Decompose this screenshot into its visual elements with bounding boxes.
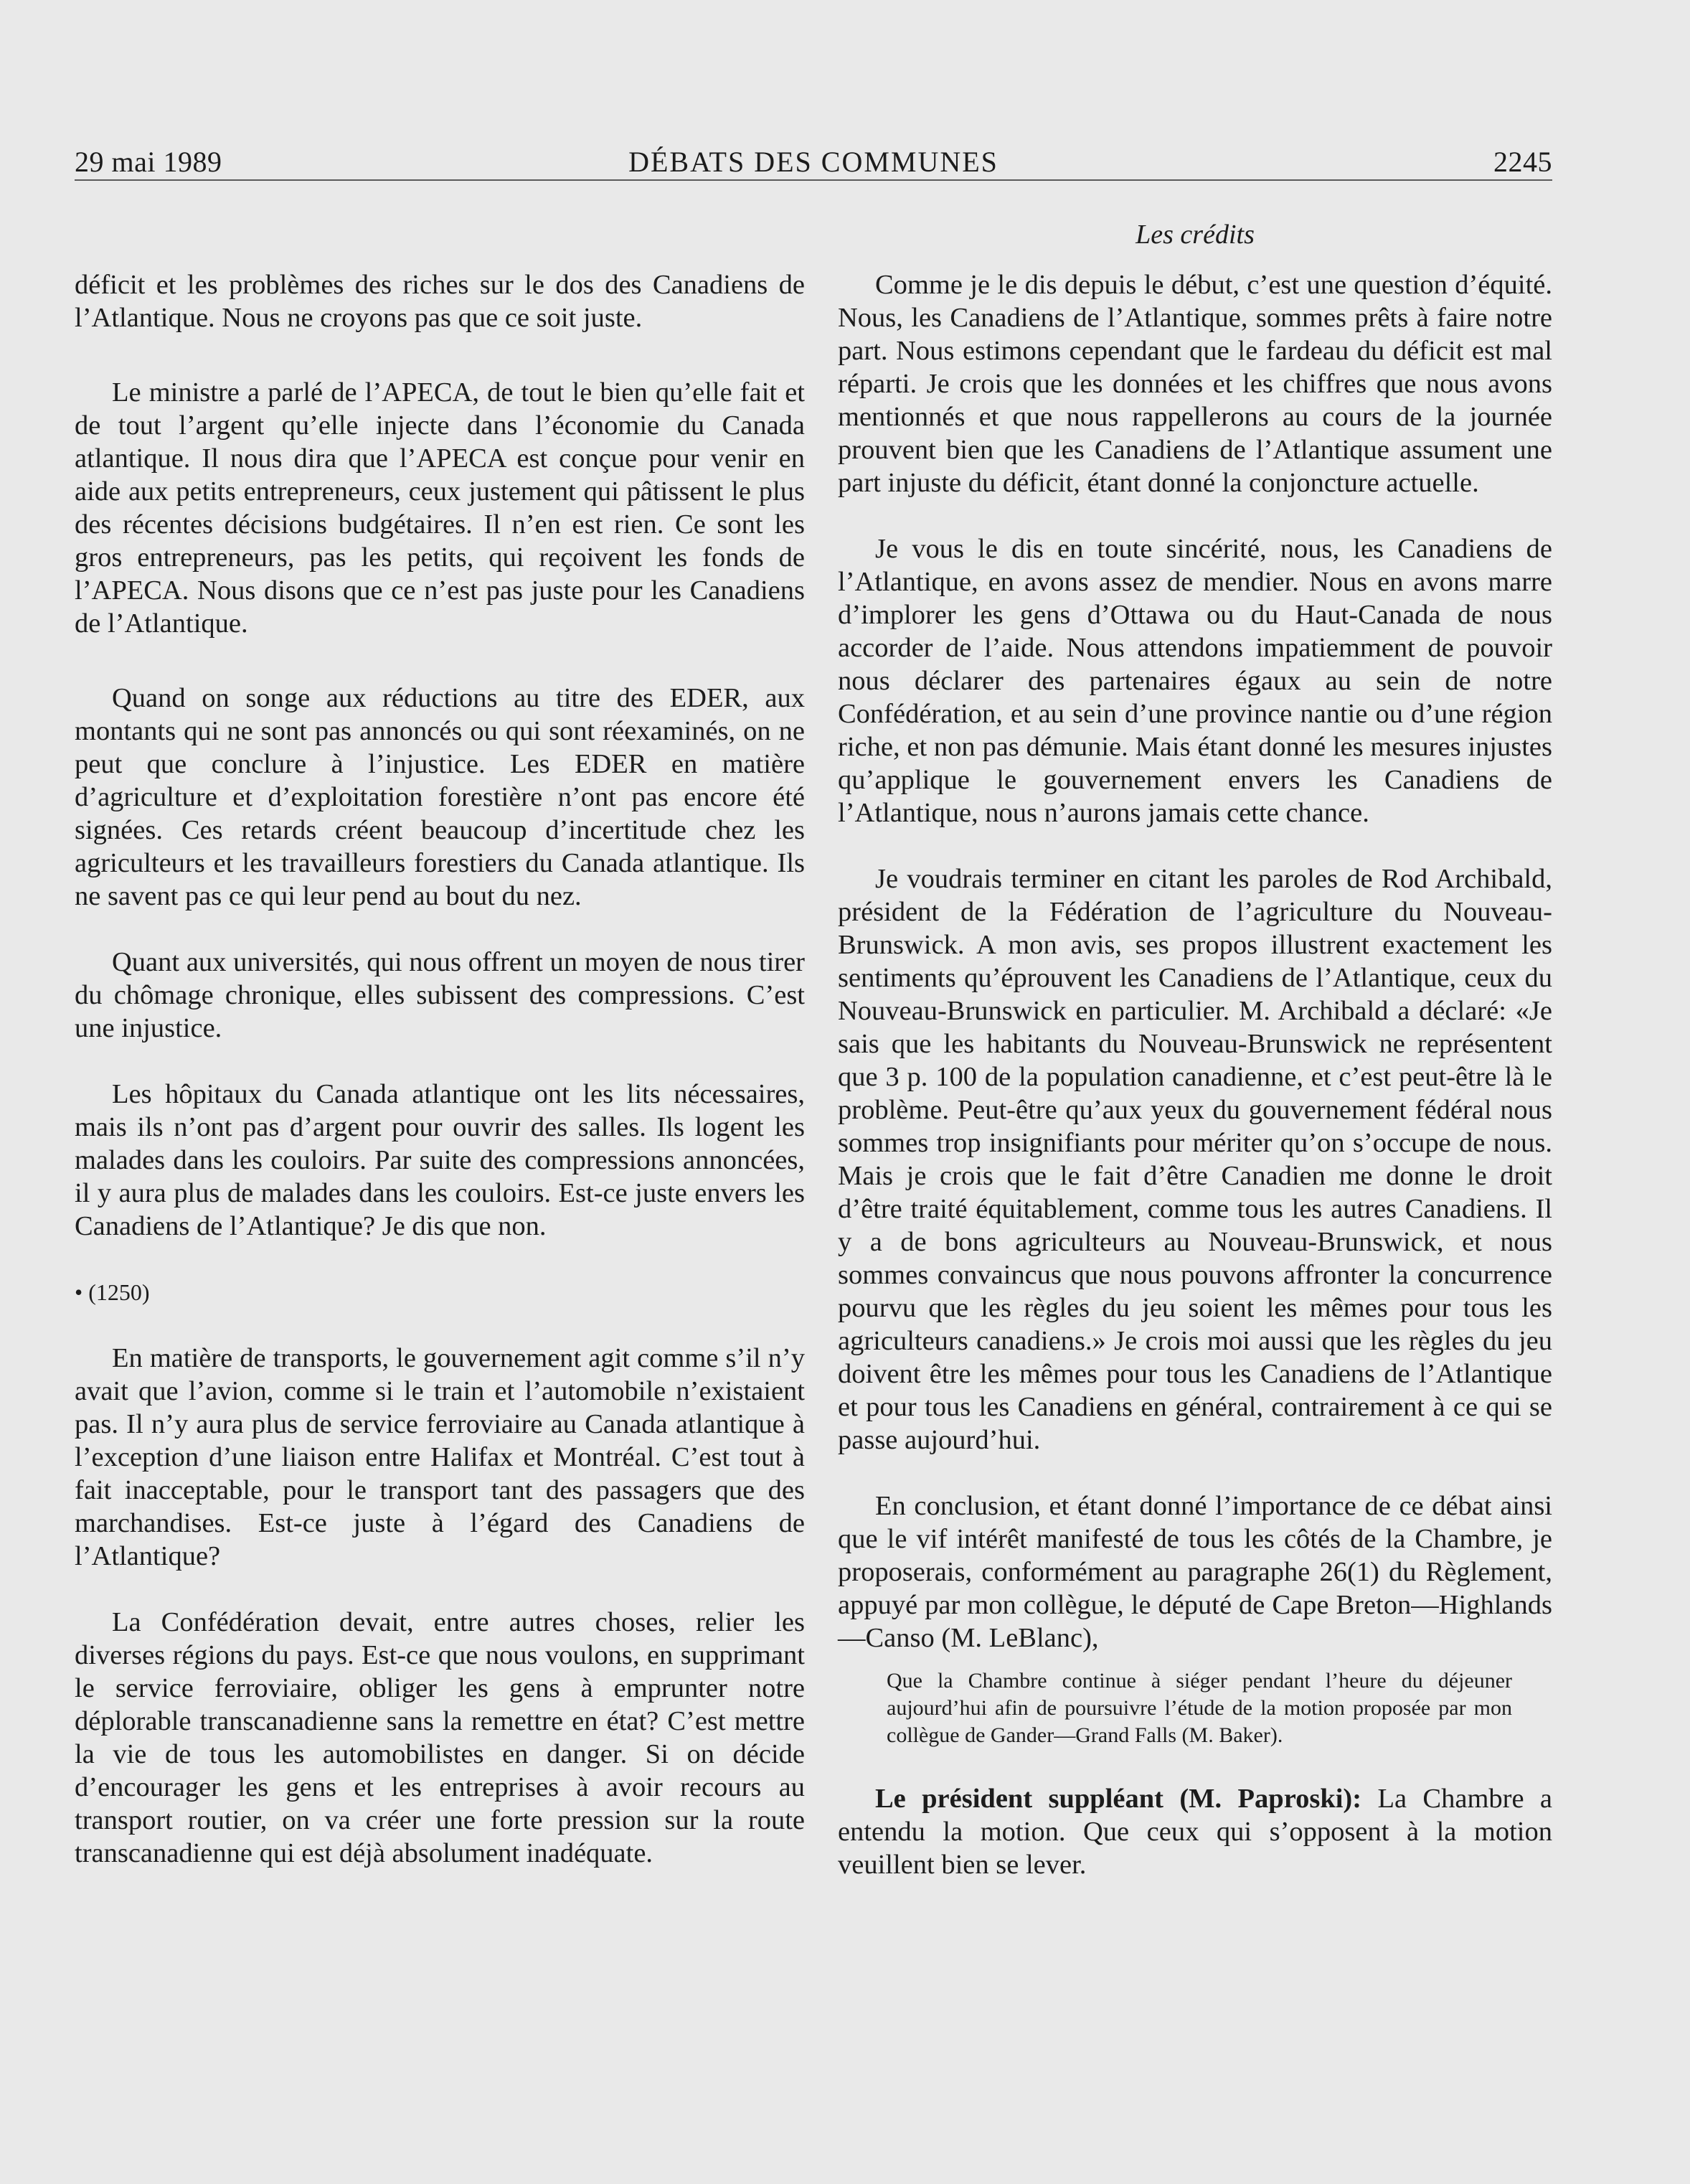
right-paragraph-1: Comme je le dis depuis le début, c’est une question d’équité. Nous, les Canadiens de l’Atlantique, sommes prêts à faire notre part. Nous estimons cependant que le fardeau du déficit est mal réparti. Je crois que les données et les chiffres que nous avons mentionnés et que nous rappellerons au cours de la journée prouvent bien que les Canadiens de l’Atlantique assument une part injuste du déficit, étant donné la conjoncture actuelle. [838, 270, 1552, 498]
left-paragraph-6: En matière de transports, le gouvernement agit comme s’il n’y avait que l’avion, comme si le train et l’automobile n’existaient pas. Il n’y aura plus de service ferroviaire au Canada atlantique à l’exception d’une liaison entre Halifax et Montréal. C’est tout à fait inacceptable, pour le transport tant des passagers que des marchandises. Est-ce juste à l’égard des Canadiens de l’Atlantique? [75, 1343, 805, 1571]
left-paragraph-3: Quand on songe aux réductions au titre des EDER, aux montants qui ne sont pas annoncés ou qui sont réexaminés, on ne peut que conclure à l’injustice. Les EDER en matière d’agriculture et d’exploitation forestière n’ont pas encore été signées. Ces retards créent beaucoup d’incertitude chez les agriculteurs et les travailleurs forestiers du Canada atlantique. Ils ne savent pas ce qui leur pend au bout du nez. [75, 683, 805, 911]
header-page-number: 2245 [1493, 146, 1552, 178]
page-header [75, 141, 1552, 184]
speaker-statement: La Chambre a entendu la motion. Que ceux qui s’opposent à la motion veuillent bien se lever. [838, 1784, 1553, 1880]
left-paragraph-5: Les hôpitaux du Canada atlantique ont les lits nécessaires, mais ils n’ont pas d’argent pour ouvrir des salles. Ils logent les malades dans les couloirs. Par suite des compressions annoncées, il y aura plus de malades dans les couloirs. Est-ce juste envers les Canadiens de l’Atlantique? Je dis que non. [75, 1079, 805, 1241]
speaker-name: Le président suppléant (M. Paproski): [875, 1784, 1362, 1814]
right-paragraph-3: Je voudrais terminer en citant les paroles de Rod Archibald, président de la Fédération de l’agriculture du Nouveau-Brunswick. A mon avis, ses propos illustrent exactement les sentiments qu’éprouvent les Canadiens de l’Atlantique, ceux du Nouveau-Brunswick en particulier. M. Archibald a déclaré: «Je sais que les habitants du Nouveau-Brunswick ne représentent que 3 p. 100 de la population canadienne, et c’est peut-être là le problème. Peut-être qu’aux yeux du gouvernement fédéral nous sommes trop insignifiants pour mériter qu’on s’occupe de nous. Mais je crois que le fait d’être Canadien me donne le droit d’être traité équitablement, comme tous les autres Canadiens. Il y a de bons agriculteurs au Nouveau-Brunswick, et nous sommes convaincus que nous pouvons affronter la concurrence pourvu que les règles du jeu soient les mêmes pour tous les agriculteurs canadiens.» Je crois moi aussi que les règles du jeu doivent être les mêmes pour tous les Canadiens de l’Atlantique et pour tous les Canadiens en général, contrairement à ce qui se passe aujourd’hui. [838, 864, 1552, 1455]
time-marker: • (1250) [75, 1279, 150, 1305]
right-paragraph-2: Je vous le dis en toute sincérité, nous, les Canadiens de l’Atlantique, en avons assez de mendier. Nous en avons marre d’implorer les gens d’Ottawa ou du Haut-Canada de nous accorder de l’aide. Nous attendons impatiemment de pouvoir nous déclarer des partenaires égaux au sein de notre Confédération, et au sein d’une province nantie ou d’une région riche, et non pas démunie. Mais étant donné les mesures injustes qu’applique le gouvernement envers les Canadiens de l’Atlantique, nous n’aurons jamais cette chance. [838, 534, 1552, 828]
left-paragraph-2: Le ministre a parlé de l’APECA, de tout le bien qu’elle fait et de tout l’argent qu’elle injecte dans l’économie du Canada atlantique. Il nous dira que l’APECA est conçue pour venir en aide aux petits entrepreneurs, ceux justement qui pâtissent le plus des récentes décisions budgétaires. Il n’en est rien. Ce sont les gros entrepreneurs, pas les petits, qui reçoivent les fonds de l’APECA. Nous disons que ce n’est pas juste pour les Canadiens de l’Atlantique. [75, 377, 805, 639]
header-rule [75, 179, 1552, 181]
motion-text: Que la Chambre continue à siéger pendant l’heure du déjeuner aujourd’hui afin de poursuivre l’étude de la motion proposée par mon collègue de Gander—Grand Falls (M. Baker). [887, 1669, 1512, 1747]
header-date: 29 mai 1989 [75, 146, 222, 178]
right-paragraph-5 [838, 1782, 1552, 1881]
left-paragraph-7: La Confédération devait, entre autres choses, relier les diverses régions du pays. Est-ce que nous voulons, en supprimant le service ferroviaire, obliger les gens à emprunter notre déplorable transcanadienne sans la remettre en état? C’est mettre la vie de tous les automobilistes en danger. Si on décide d’encourager les gens et les entreprises à avoir recours au transport routier, on va créer une forte pression sur la route transcanadienne qui est déjà absolument inadéquate. [75, 1607, 805, 1868]
right-column [838, 268, 1552, 1881]
right-paragraph-4: En conclusion, et étant donné l’importance de ce débat ainsi que le vif intérêt manifesté de tous les côtés de la Chambre, je proposerais, conformément au paragraphe 26(1) du Règlement, appuyé par mon collègue, le député de Cape Breton—Highlands—Canso (M. LeBlanc), [838, 1491, 1552, 1653]
header-title: DÉBATS DES COMMUNES [628, 146, 999, 178]
left-paragraph-1: déficit et les problèmes des riches sur le dos des Canadiens de l’Atlantique. Nous ne croyons pas que ce soit juste. [75, 270, 805, 333]
left-paragraph-4: Quant aux universités, qui nous offrent un moyen de nous tirer du chômage chronique, elles subissent des compressions. C’est une injustice. [75, 947, 805, 1043]
section-label: Les crédits [1136, 220, 1255, 250]
left-column [75, 268, 805, 1870]
